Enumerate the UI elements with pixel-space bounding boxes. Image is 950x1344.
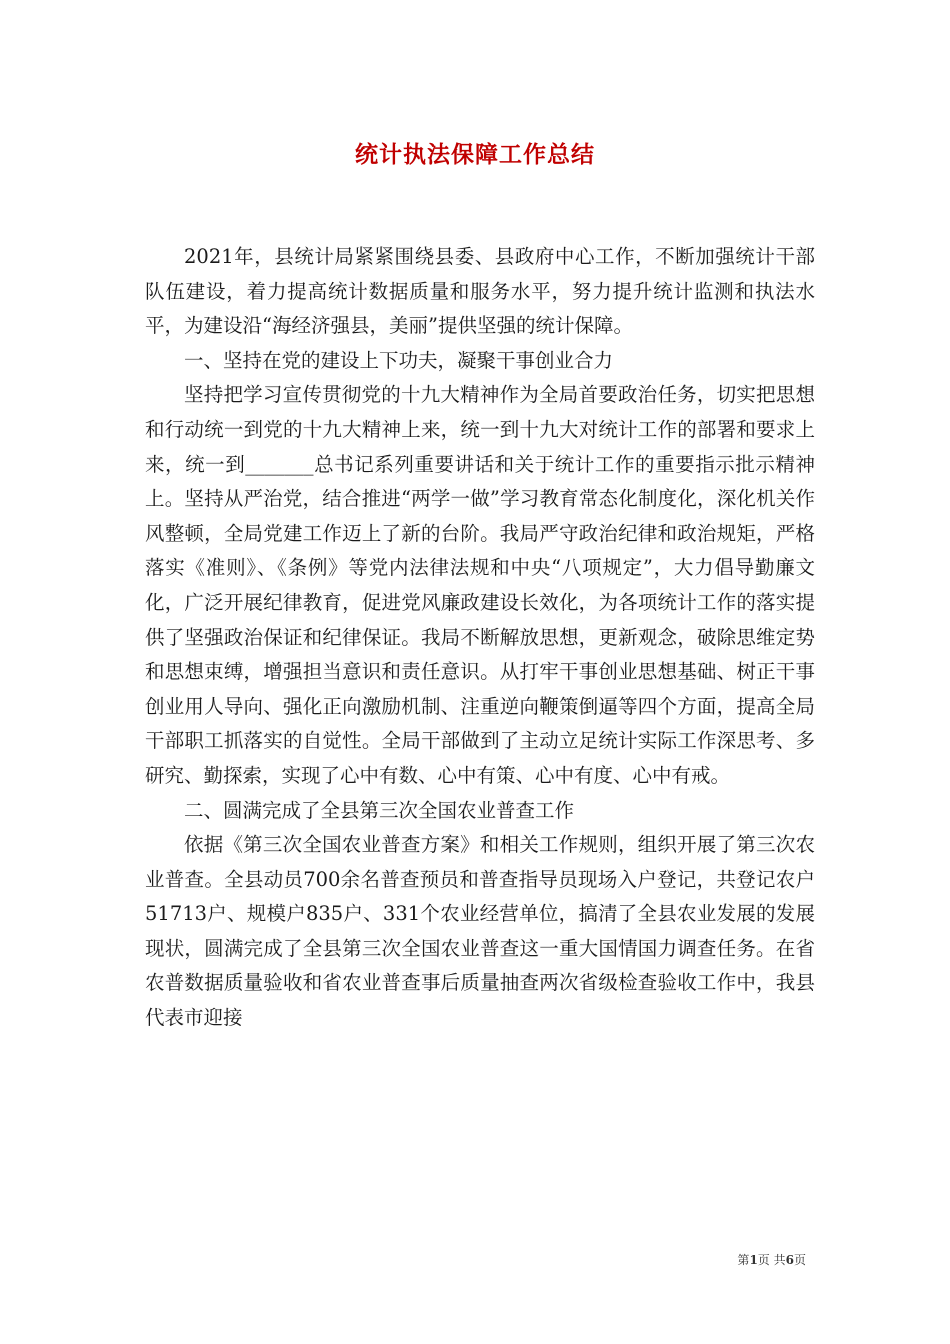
footer-prefix: 第 <box>737 1253 750 1267</box>
paragraph-section-2: 依据《第三次全国农业普查方案》和相关工作规则，组织开展了第三次农业普查。全县动员700余名普查预员和普查指导员现场入户登记，共登记农户51713户、规模户835户、331个农业经营单位，搞清了全县农业发展的发展现状，圆满完成了全县第三次全国农业普查这一重大国情国力调查任务。在省农普数据质量验收和省农业普查事后质量抽查两次省级检查验收工作中，我县代表市迎接 <box>145 833 815 1030</box>
page-number-footer <box>737 1251 806 1268</box>
footer-current-page: 1 <box>749 1253 758 1267</box>
document-title: 统计执法保障工作总结 <box>355 141 595 168</box>
paragraph-intro: 2021年，县统计局紧紧围绕县委、县政府中心工作，不断加强统计干部队伍建设，着力提高统计数据质量和服务水平，努力提升统计监测和执法水平，为建设沿“海经济强县，美丽”提供坚强的统计保障。 <box>145 245 815 338</box>
section-heading-2: 二、圆满完成了全县第三次全国农业普查工作 <box>184 798 575 822</box>
section-heading-1: 一、坚持在党的建设上下功夫，凝聚干事创业合力 <box>184 348 614 372</box>
paragraph-section-1: 坚持把学习宣传贯彻党的十九大精神作为全局首要政治任务，切实把思想和行动统一到党的十九大精神上来，统一到十九大对统计工作的部署和要求上来，统一到_______总书记系列重要讲话和关于统计工作的重要指示批示精神上。坚持从严治党，结合推进“两学一做”学习教育常态化制度化，深化机关作风整顿，全局党建工作迈上了新的台阶。我局严守政治纪律和政治规矩，严格落实《准则》、《条例》等党内法律法规和中央“八项规定”，大力倡导勤廉文化，广泛开展纪律教育，促进党风廉政建设长效化，为各项统计工作的落实提供了坚强政治保证和纪律保证。我局不断解放思想，更新观念，破除思维定势和思想束缚，增强担当意识和责任意识。从打牢干事创业思想基础、树正干事创业用人导向、强化正向激励机制、注重逆向鞭策倒逼等四个方面，提高全局干部职工抓落实的自觉性。全局干部做到了主动立足统计实际工作深思考、多研究、勤探索，实现了心中有数、心中有策、心中有度、心中有戒。 <box>145 383 815 787</box>
footer-suffix: 页 <box>793 1253 806 1267</box>
document-body <box>145 240 815 1036</box>
footer-middle: 页 共 <box>757 1253 786 1267</box>
footer-total-pages: 6 <box>785 1253 794 1267</box>
